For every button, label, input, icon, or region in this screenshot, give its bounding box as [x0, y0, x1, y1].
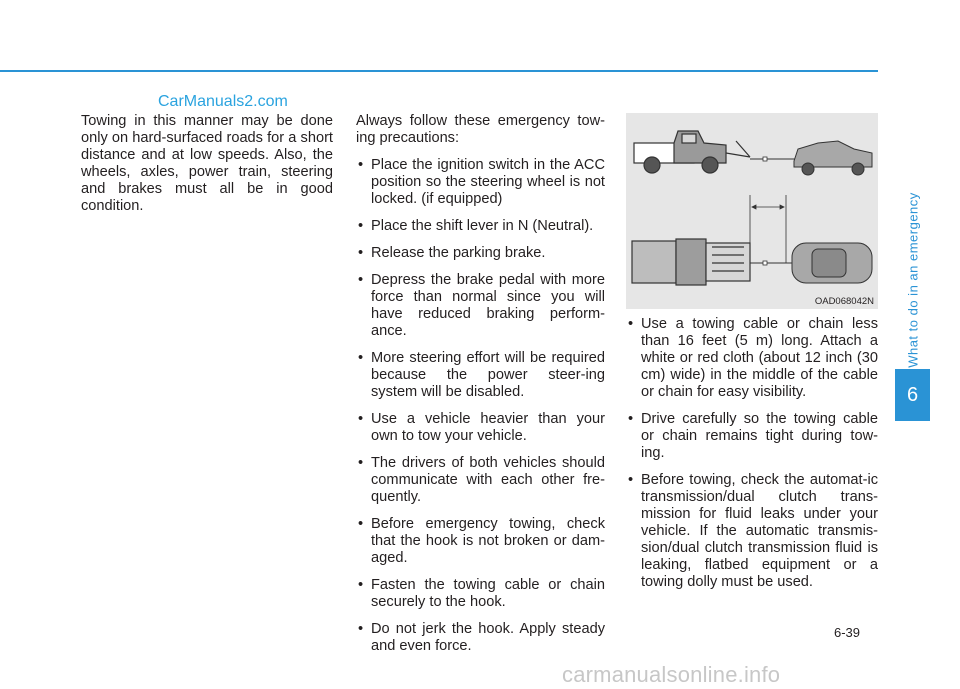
section-title-vertical — [895, 190, 930, 370]
cable-flag-marker — [763, 261, 767, 265]
list-item: • Before towing, check the automat-ic transmission/dual clutch trans-mission for fluid leaks under your vehicle. If the automatic transmis-sion/dual clutch transmission fluid is leaking, flatbed equipment or a towing dolly must be used. — [626, 472, 878, 591]
list-item: • Use a vehicle heavier than your own to tow your vehicle. — [356, 411, 605, 445]
list-item: • Drive carefully so the towing cable or chain remains tight during tow-ing. — [626, 411, 878, 462]
header-rule — [0, 70, 878, 72]
list-item: • Use a towing cable or chain less than 16 feet (5 m) long. Attach a white or red cloth (about 12 inch (30 cm) wide) in the middle of the cable or chain for easy visibility. — [626, 316, 878, 401]
column-3 — [626, 316, 878, 601]
chapter-tab — [895, 369, 930, 421]
towing-diagram — [626, 113, 878, 309]
precautions-intro: Always follow these emergency tow-ing precautions: — [356, 113, 605, 146]
list-item: • Place the shift lever in N (Neutral). — [356, 218, 605, 235]
intro-paragraph: Towing in this manner may be done only on hard-surfaced roads for a short distance and at low speeds. Also, the wheels, axles, power train, steering and brakes must all be in good condition. — [81, 113, 333, 214]
towed-car-top-view — [792, 243, 872, 283]
list-item: • Fasten the towing cable or chain securely to the hook. — [356, 577, 605, 611]
distance-indicator — [750, 195, 786, 263]
watermark-bottom: carmanualsonline.info — [562, 662, 781, 687]
column-1 — [81, 113, 333, 225]
cable-flag-marker — [763, 157, 767, 161]
list-item: • More steering effort will be required because the power steer-ing system will be disabled. — [356, 350, 605, 401]
tow-truck-side-view — [634, 131, 750, 173]
column-2 — [356, 113, 605, 665]
tow-truck-top-view — [632, 239, 750, 285]
towing-illustration — [626, 113, 878, 309]
chapter-number: 6 — [906, 383, 919, 406]
precautions-list — [356, 157, 605, 655]
towing-cable-list — [626, 316, 878, 591]
list-item: • Do not jerk the hook. Apply steady and even force. — [356, 621, 605, 655]
list-item: • Depress the brake pedal with more force than normal since you will have reduced braking perform-ance. — [356, 272, 605, 340]
figure-code: OAD068042N — [814, 296, 874, 307]
list-item: • Place the ignition switch in the ACC position so the steering wheel is not locked. (if equipped) — [356, 157, 605, 208]
watermark-top: CarManuals2.com — [158, 93, 288, 110]
towed-car-side-view — [794, 141, 872, 175]
list-item: • The drivers of both vehicles should communicate with each other fre-quently. — [356, 455, 605, 506]
section-title: What to do in an emergency — [905, 192, 920, 368]
list-item: • Before emergency towing, check that the hook is not broken or dam-aged. — [356, 516, 605, 567]
list-item: • Release the parking brake. — [356, 245, 605, 262]
page-number: 6-39 — [834, 625, 861, 640]
